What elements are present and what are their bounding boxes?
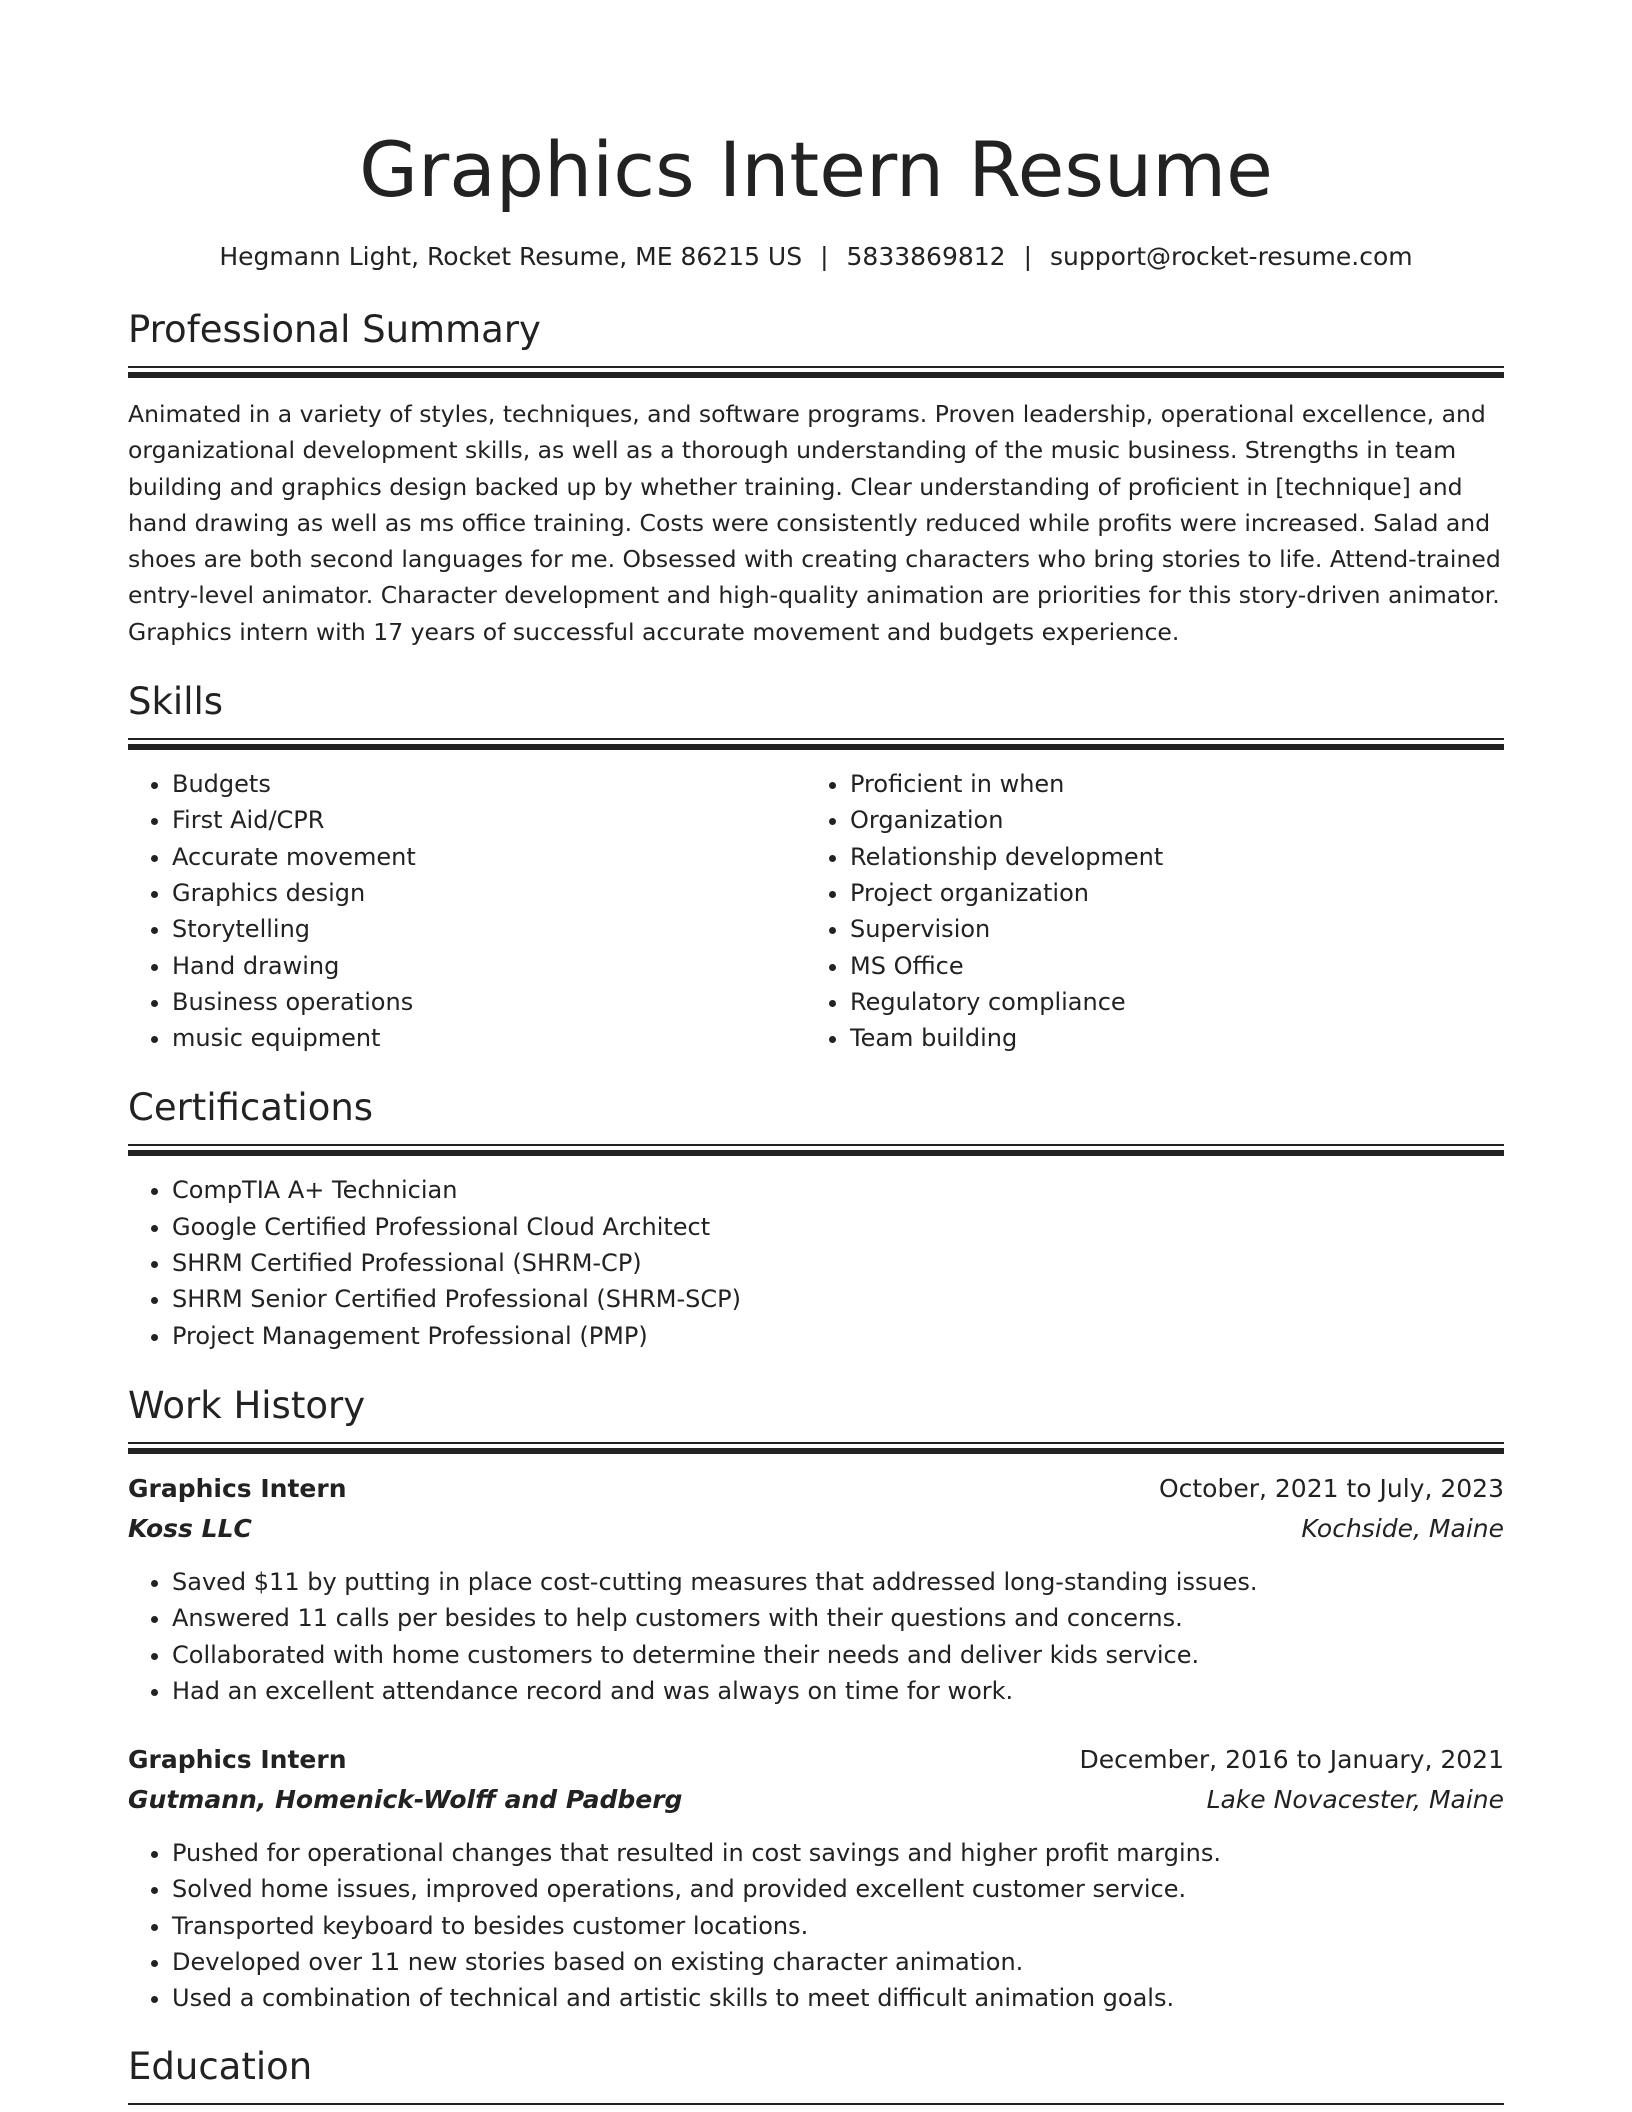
certifications-heading: Certifications <box>128 1086 374 1130</box>
job-bullet: • Saved $11 by putting in place cost-cutting measures that addressed long-standing issues. <box>172 1564 1504 1600</box>
skill-item: • music equipment <box>172 1020 806 1056</box>
job-entry <box>128 1741 1504 2016</box>
education-heading: Education <box>128 2044 313 2088</box>
skill-item: • Regulatory compliance <box>850 984 1484 1020</box>
job-title: Graphics Intern <box>128 1745 347 1775</box>
job-bullet: • Transported keyboard to besides customer locations. <box>172 1908 1504 1944</box>
skills-list-left <box>128 766 806 1056</box>
skill-item: • Storytelling <box>172 911 806 947</box>
job-bullets <box>128 1835 1504 2016</box>
certifications-list <box>128 1172 1504 1353</box>
skill-item: • Business operations <box>172 984 806 1020</box>
contact-address: Hegmann Light, Rocket Resume, ME 86215 US <box>219 242 803 271</box>
certification-item: • Google Certified Professional Cloud Architect <box>172 1209 1504 1245</box>
job-header-row <box>128 1741 1504 1779</box>
job-title: Graphics Intern <box>128 1473 347 1503</box>
contact-separator: | <box>820 242 829 271</box>
job-bullet: • Collaborated with home customers to determine their needs and deliver kids service. <box>172 1637 1504 1673</box>
job-location: Kochside, Maine <box>1301 1513 1504 1543</box>
contact-email: support@rocket-resume.com <box>1050 242 1413 271</box>
certification-item: • CompTIA A+ Technician <box>172 1172 1504 1208</box>
section-divider <box>128 1442 1504 1454</box>
certification-item: • SHRM Senior Certified Professional (SHRM-SCP) <box>172 1281 1504 1317</box>
contact-line <box>128 240 1504 274</box>
section-divider <box>128 1144 1504 1156</box>
skill-item: • Project organization <box>850 875 1484 911</box>
summary-heading: Professional Summary <box>128 308 541 351</box>
work-history-heading: Work History <box>128 1383 366 1427</box>
contact-separator: | <box>1023 242 1033 271</box>
job-bullet: • Developed over 11 new stories based on existing character animation. <box>172 1944 1504 1980</box>
job-bullet: • Used a combination of technical and artistic skills to meet difficult animation goals. <box>172 1980 1504 2016</box>
job-bullets <box>128 1564 1504 1709</box>
job-company: Koss LLC <box>128 1513 252 1543</box>
job-dates: December, 2016 to January, 2021 <box>1079 1745 1504 1775</box>
job-bullet: • Solved home issues, improved operations, and provided excellent customer service. <box>172 1871 1504 1907</box>
resume-page <box>128 0 1504 2105</box>
skill-item: • Graphics design <box>172 875 806 911</box>
skills-columns <box>128 766 1504 1056</box>
job-bullet: • Had an excellent attendance record and was always on time for work. <box>172 1673 1504 1709</box>
skill-item: • Team building <box>850 1020 1484 1056</box>
education-section <box>128 2043 1504 2105</box>
skill-item: • Hand drawing <box>172 948 806 984</box>
job-entry <box>128 1470 1504 1709</box>
skill-item: • Proficient in when <box>850 766 1484 802</box>
skill-item: • Accurate movement <box>172 839 806 875</box>
skill-item: • Budgets <box>172 766 806 802</box>
section-divider <box>128 738 1504 750</box>
job-header-row <box>128 1470 1504 1508</box>
skill-item: • MS Office <box>850 948 1484 984</box>
skill-item: • Relationship development <box>850 839 1484 875</box>
skill-item: • First Aid/CPR <box>172 802 806 838</box>
skills-list-right <box>806 766 1484 1056</box>
skill-item: • Supervision <box>850 911 1484 947</box>
contact-phone: 5833869812 <box>846 242 1006 271</box>
section-divider <box>128 366 1504 378</box>
resume-title: Graphics Intern Resume <box>359 125 1273 214</box>
job-company: Gutmann, Homenick-Wolff and Padberg <box>128 1785 683 1815</box>
skills-section <box>128 678 1504 1056</box>
job-company-row <box>128 1510 1504 1548</box>
job-bullet: • Pushed for operational changes that resulted in cost savings and higher profit margins. <box>172 1835 1504 1871</box>
job-company-row <box>128 1781 1504 1819</box>
certification-item: • SHRM Certified Professional (SHRM-CP) <box>172 1245 1504 1281</box>
skills-heading: Skills <box>128 680 224 724</box>
job-dates: October, 2021 to July, 2023 <box>1158 1473 1504 1503</box>
certification-item: • Project Management Professional (PMP) <box>172 1318 1504 1354</box>
skill-item: • Organization <box>850 802 1484 838</box>
summary-section <box>128 306 1504 650</box>
certifications-section <box>128 1084 1504 1353</box>
job-location: Lake Novacester, Maine <box>1206 1785 1504 1815</box>
section-divider <box>128 2103 1504 2105</box>
work-history-section <box>128 1382 1504 2017</box>
job-bullet: • Answered 11 calls per besides to help customers with their questions and concerns. <box>172 1600 1504 1636</box>
summary-text: Animated in a variety of styles, techniques, and software programs. Proven leadership, operational excellence, and organizational development skills, as well as a thorough understanding of the music business. Strengths in team building and graphics design backed up by whether training. Clear understanding of proficient in [technique] and hand drawing as well as ms office training. Costs were consistently reduced while profits were increased. Salad and shoes are both second languages for me. Obsessed with creating characters who bring stories to life. Attend-trained entry-level animator. Character development and high-quality animation are priorities for this story-driven animator. Graphics intern with 17 years of successful accurate movement and budgets experience. <box>128 400 1501 646</box>
